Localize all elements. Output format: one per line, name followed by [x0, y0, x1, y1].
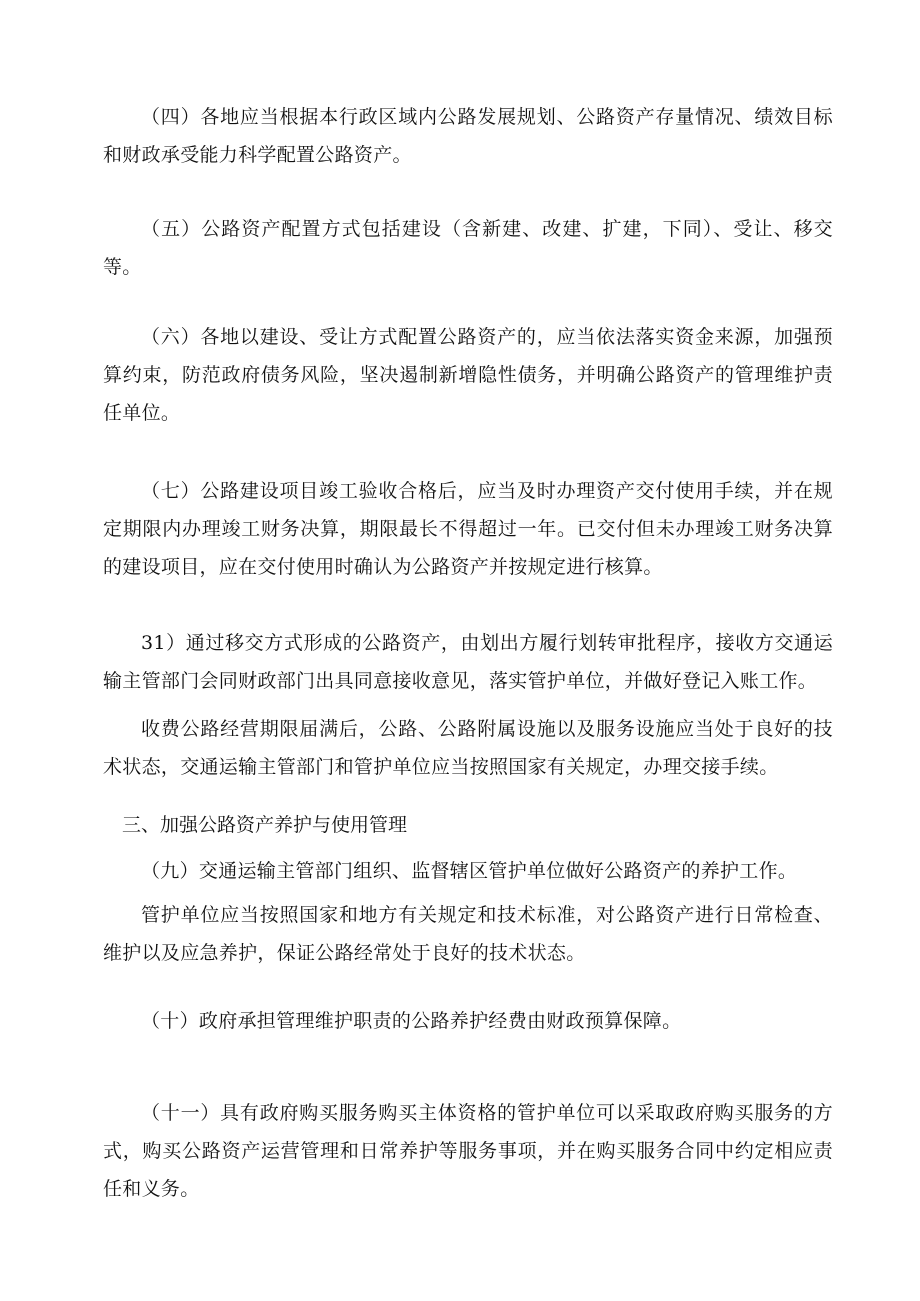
- paragraph-11: （十一）具有政府购买服务购买主体资格的管护单位可以采取政府购买服务的方式，购买公路资产运营管理和日常养护等服务事项，并在购买服务合同中约定相应责任和义务。: [103, 1102, 833, 1200]
- paragraph-9: （九）交通运输主管部门组织、监督辖区管护单位做好公路资产的养护工作。: [141, 860, 798, 882]
- paragraph-maintenance: 管护单位应当按照国家和地方有关规定和技术标准，对公路资产进行日常检查、维护以及应急养护，保证公路经常处于良好的技术状态。: [103, 904, 833, 964]
- paragraph-4: （四）各地应当根据本行政区域内公路发展规划、公路资产存量情况、绩效目标和财政承受能力科学配置公路资产。: [103, 106, 833, 166]
- paragraph-8: 31）通过移交方式形成的公路资产，由划出方履行划转审批程序，接收方交通运输主管部门会同财政部门出具同意接收意见，落实管护单位，并做好登记入账工作。: [103, 632, 833, 692]
- section-heading-3: 三、加强公路资产养护与使用管理: [122, 814, 408, 836]
- paragraph-10: （十）政府承担管理维护职责的公路养护经费由财政预算保障。: [141, 1010, 682, 1032]
- paragraph-7: （七）公路建设项目竣工验收合格后，应当及时办理资产交付使用手续，并在规定期限内办理竣工财务决算，期限最长不得超过一年。已交付但未办理竣工财务决算的建设项目，应在交付使用时确认为公路资产并按规定进行核算。: [103, 480, 833, 578]
- paragraph-6: （六）各地以建设、受让方式配置公路资产的，应当依法落实资金来源，加强预算约束，防范政府债务风险，坚决遏制新增隐性债务，并明确公路资产的管理维护责任单位。: [103, 326, 833, 424]
- paragraph-toll-road: 收费公路经营期限届满后，公路、公路附属设施以及服务设施应当处于良好的技术状态，交通运输主管部门和管护单位应当按照国家有关规定，办理交接手续。: [103, 718, 833, 778]
- paragraph-5: （五）公路资产配置方式包括建设（含新建、改建、扩建，下同）、受让、移交等。: [103, 218, 833, 278]
